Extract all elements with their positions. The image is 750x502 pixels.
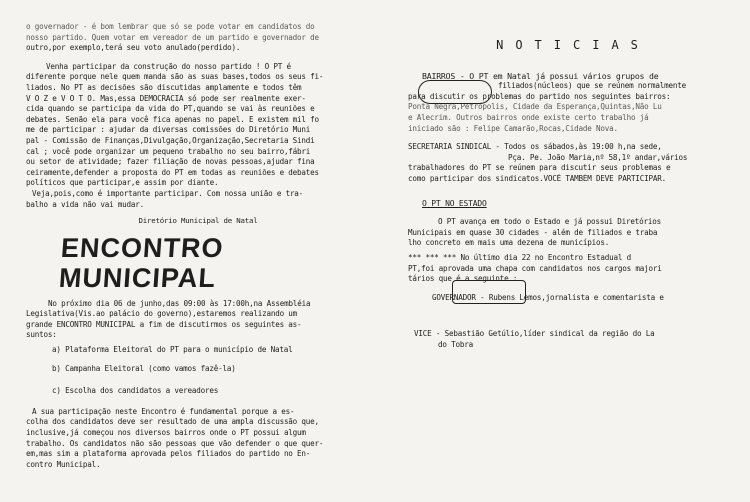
text-line: debates. Senão ela para você fica apenas no papel. E existem mil fo xyxy=(26,114,319,124)
participation-paragraph xyxy=(26,62,370,210)
text-line: o governador - é bom lembrar que só se pode votar em candidatos do xyxy=(26,22,315,31)
text-line: BAIRROS - O PT em Natal já possui vários grupos de xyxy=(422,70,659,81)
list-item: c) Escolha dos candidatos a vereadores xyxy=(52,386,219,396)
text-line: lho concreto em mais uma dezena de municípios. xyxy=(408,238,610,248)
encontro-paragraph xyxy=(26,299,370,341)
text-line: O PT avança em todo o Estado e já possui Diretórios xyxy=(438,217,661,227)
estado-section xyxy=(408,217,738,249)
estado-heading: O PT NO ESTADO xyxy=(422,198,487,208)
list-item: b) Campanha Eleitoral (como vamos fazê-la) xyxy=(52,363,236,373)
text-line: ceiramente,defender a proposta do PT em todas as reuniões e debates xyxy=(26,167,319,177)
text-line: políticos que participar,e assim por diante. xyxy=(26,178,219,188)
text-line: tários que é a seguinte : xyxy=(408,274,518,284)
text-line: cida quando se participa da vida do PT,quando se vai às reuniões e xyxy=(26,104,315,114)
text-line: como participar dos sindicatos.VOCÊ TAMBÉM DEVE PARTICIPAR. xyxy=(408,173,666,183)
text-line: Venha participar da construção do nosso partido ! O PT é xyxy=(46,61,291,71)
text-line: trabalho. Os candidatos não são pessoas que vão defender o que quer- xyxy=(26,438,324,448)
text-line: Legislativa(Vis.ao palácio do governo),estaremos realizando um xyxy=(26,309,298,319)
bairros-box xyxy=(418,80,492,104)
intro-paragraph xyxy=(26,22,370,54)
text-line: para discutir os problemas do partido nos seguintes bairros: xyxy=(408,91,671,101)
text-line: nosso partido. Quem votar em vereador de um partido e governador de xyxy=(26,32,319,42)
list-item: a) Plataforma Eleitoral do PT para o município de Natal xyxy=(52,345,293,355)
text-line: ou setor de atividade; fazer filiação de novas pessoas,ajudar fina xyxy=(26,157,315,167)
estado-box xyxy=(452,280,526,304)
text-line: suntos: xyxy=(26,330,57,340)
text-line: diferente porque nele quem manda são as suas bases,todos os seus fi- xyxy=(26,72,324,82)
agenda-list xyxy=(26,345,370,397)
text-line: me de participar : ajudar da diversas comissões do Diretório Muni xyxy=(26,125,311,135)
text-line: cal ; você pode organizar um pequeno trabalho no seu bairro,fábri xyxy=(26,146,311,156)
text-line: colha dos candidatos deve ser resultado de uma ampla discussão que, xyxy=(26,417,319,427)
org-line: Diretório Municipal de Natal xyxy=(138,216,258,226)
text-line: filiados(núcleos) que se reúnem normalmente xyxy=(498,81,686,91)
text-line: iniciado são : Felipe Camarão,Rocas,Cidade Nova. xyxy=(408,123,618,133)
candidates-paragraph xyxy=(26,407,370,471)
text-line: Municipais em quase 30 cidades - além de filiados e traba xyxy=(408,227,658,237)
vice-section xyxy=(408,329,738,350)
text-line: liados. No PT as decisões são discutidas amplamente e todos têm xyxy=(26,82,302,92)
text-line: Pça. Pe. João Maria,nº 58,1º andar,vários xyxy=(508,152,688,162)
secretaria-section xyxy=(408,142,738,184)
news-heading: NOTICIAS xyxy=(496,38,650,52)
text-line: No próximo dia 06 de junho,das 09:00 às 17:00h,na Assembléia xyxy=(48,298,311,308)
text-line: e Alecrim. Outros bairros onde existe certo trabalho já xyxy=(408,112,649,122)
text-line: *** *** *** No último dia 22 no Encontro Estadual d xyxy=(408,252,631,262)
text-line: pal - Comissão de Finanças,Divulgação,Organização,Secretaria Sindi xyxy=(26,135,315,145)
text-line: do Tobra xyxy=(438,339,473,349)
text-line: SECRETARIA SINDICAL - Todos os sábados,às 19:00 h,na sede, xyxy=(408,142,662,152)
text-line: V O Z e V O T O. Mas,essa DEMOCRACIA só pode ser realmente exer- xyxy=(26,93,306,103)
text-line: outro,por exemplo,terá seu voto anulado(perdido). xyxy=(26,43,241,53)
text-line: Ponta Negra,Petrópolis, Cidade da Esperança,Quintas,Não Lu xyxy=(408,102,662,112)
text-line: Veja,pois,como é importante participar. Com nossa união e tra- xyxy=(32,188,304,198)
text-line: em,mas sim a plataforma aprovada pelos filiados do partido no En- xyxy=(26,449,311,459)
left-column xyxy=(26,0,370,470)
text-line: grande ENCONTRO MUNICIPAL a fim de discutirmos os seguintes as- xyxy=(26,319,302,329)
text-line: VICE - Sebastião Getúlio,líder sindical da região do La xyxy=(414,329,655,339)
governador-line: GOVERNADOR - Rubens Lemos,jornalista e comentarista e xyxy=(432,292,664,302)
text-line: PT,foi aprovada uma chapa com candidatos nos cargos majori xyxy=(408,263,662,273)
text-line: trabalhadores do PT se reúnem para discutir seus problemas e xyxy=(408,163,671,173)
text-line: balho a vida não vai mudar. xyxy=(26,199,145,209)
text-line: inclusive,já começou nos diversos bairros onde o PT possui algum xyxy=(26,428,306,438)
encontro-title: ENCONTRO MUNICIPAL xyxy=(57,232,225,293)
text-line: A sua participação neste Encontro é fundamental porque a es- xyxy=(32,406,295,416)
text-line: contro Municipal. xyxy=(26,459,101,469)
